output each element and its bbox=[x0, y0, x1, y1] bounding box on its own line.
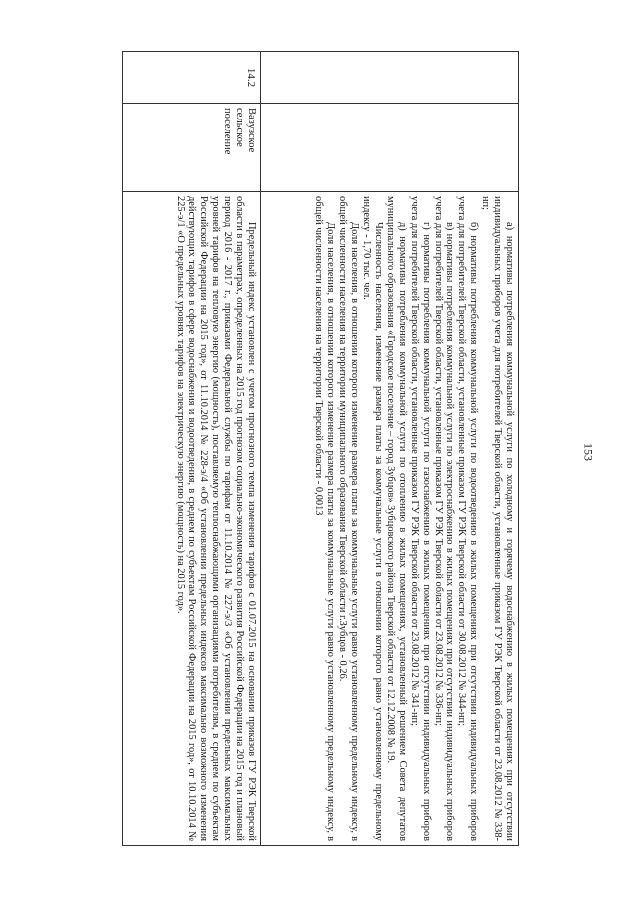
paragraph: Доля населения, в отношении которого изменение размера платы за коммунальные услуги равно установленному предельному индексу, в общей численности населения на территории Тверской области - 0,0013 bbox=[313, 195, 336, 841]
rotated-table-container bbox=[122, 51, 519, 846]
row-number-cell: 14.2 bbox=[122, 51, 260, 103]
paragraph: Предельный индекс установлен с учетом прогнозного темпа изменения тарифов с 01.07.2015 на основании приказов ГУ РЭК Тверской области в параметрах, определенных на 2015 год прогнозом социально-экономического развития Российской Федерации на 2015 год и плановый период 2016 - 2017 г., приказами Федеральной службы по тарифам от 11.10.2014 № 227-э/3 «Об установлении предельных максимальных уровней тарифов на тепловую энергию (мощность), поставляемую теплоснабжающими организациями потребителям, в среднем по субъектам Российской Федерации на 2015 год», от 11.10.2014 № 228-э/4 «Об установлении предельных индексов максимально возможного изменения действующих тарифов в сфере водоснабжения и водоотведения, в среднем по субъектам Российской Федерации на 2015 год», от 10.10.2014 № 225-э/1 «О предельных уровнях тарифов на электрическую энергию (мощность) на 2015 год». bbox=[174, 195, 257, 841]
paragraph: Доля населения, в отношении которого изменение размера платы за коммунальные услуги равно установленному предельному индексу, в общей численности населения на территории муниципального образования Тверской области г.Зубцов - 0,26. bbox=[336, 195, 360, 841]
row-name-cell: Вазузское сельское поселение bbox=[122, 103, 260, 191]
table-row bbox=[260, 51, 518, 845]
table-row bbox=[122, 51, 260, 845]
row-text-cell bbox=[122, 191, 260, 845]
paragraph: д) нормативы потребления коммунальной услуги по отоплению в жилых помещениях, установленный решением Совета депутатов муниципального образования «Городское поселение – город Зубцов» Зубцовского района Тверской области от 12.12.2008 № 19. bbox=[384, 195, 408, 841]
content-table bbox=[122, 51, 519, 846]
paragraph: б) нормативы потребления коммунальной услуги по водоотведению в жилых помещениях при отсутствии индивидуальных приборов учета для потребителей Тверской области, установленные приказом ГУ РЭК Тверской области от 30.08.2012 № 344-нп; bbox=[455, 195, 479, 841]
paragraph: г) нормативы потребления коммунальной услуги по газоснабжению в жилых помещениях при отсутствии индивидуальных приборов учета для потребителей Тверской области, установленные приказом ГУ РЭК Тверской области от 23.08.2012 № 341-нп; bbox=[408, 195, 432, 841]
page-number: 153 bbox=[581, 443, 596, 461]
row-number-cell bbox=[260, 51, 518, 103]
row-name-cell bbox=[260, 103, 518, 191]
row-text-cell bbox=[260, 191, 518, 845]
paragraph: Численность населения, изменение размера платы за коммунальные услуги в отношении которого равно установленному предельному индексу - 1,70 тыс. чел. bbox=[360, 195, 384, 841]
paragraph: в) нормативы потребления коммунальной услуги по электроснабжению в жилых помещениях при отсутствии индивидуальных приборов учета для потребителей Тверской области, установленные приказом ГУ РЭК Тверской области от 23.08.2012 № 336-нп; bbox=[432, 195, 455, 841]
paragraph: а) нормативы потребления коммунальной услуги по холодному и горячему водоснабжению в жилых помещениях при отсутствии индивидуальных приборов учета для потребителей Тверской области, установленные приказом ГУ РЭК Тверской области от 23.08.2012 № 338-нп; bbox=[479, 195, 515, 841]
